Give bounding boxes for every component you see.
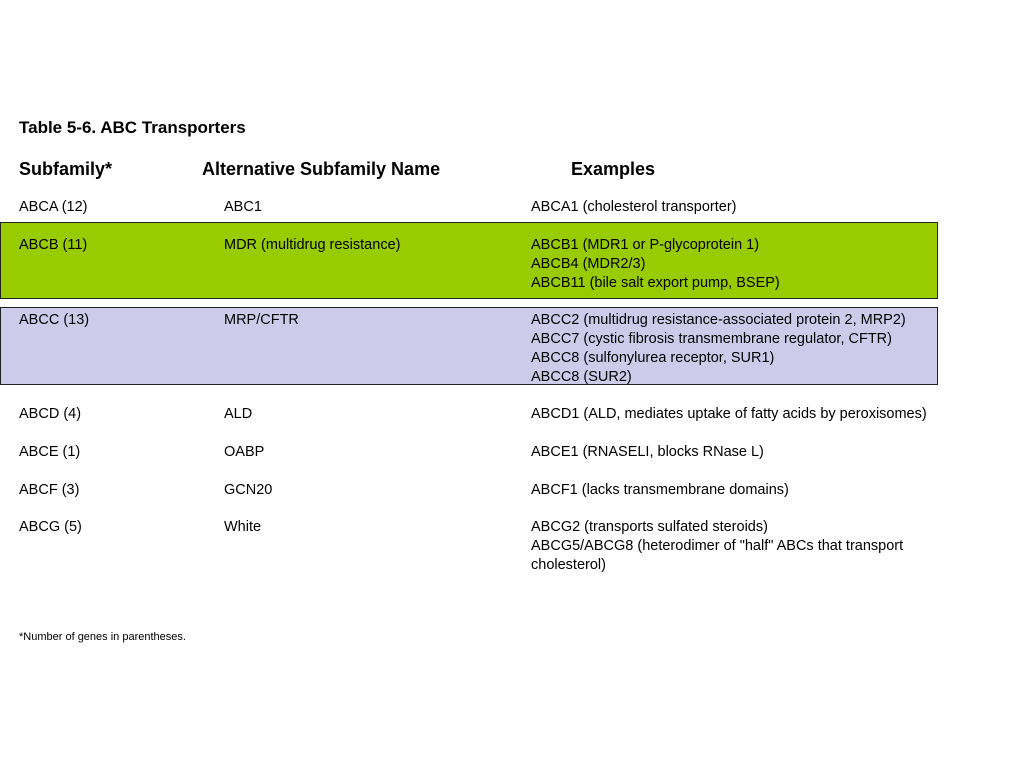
highlight-box-abcb [0, 222, 938, 299]
subfamily-cell: ABCG (5) [19, 519, 82, 535]
example-line: ABCB1 (MDR1 or P-glycoprotein 1) [531, 237, 760, 253]
examples-cell [531, 311, 906, 387]
examples-cell [531, 405, 927, 424]
examples-cell [531, 198, 737, 217]
example-line: ABCB4 (MDR2/3) [531, 256, 646, 272]
example-line: ABCC8 (sulfonylurea receptor, SUR1) [531, 350, 775, 366]
subfamily-cell: ABCD (4) [19, 406, 82, 422]
example-line: ABCG2 (transports sulfated steroids) [531, 519, 768, 535]
example-line: ABCG5/ABCG8 (heterodimer of "half" ABCs that transport [531, 538, 904, 554]
alternative-name-cell: GCN20 [224, 482, 273, 498]
examples-cell [531, 236, 780, 293]
subfamily-cell: ABCC (13) [19, 312, 90, 328]
examples-cell [531, 481, 789, 500]
example-line: cholesterol) [531, 557, 606, 573]
example-line: ABCF1 (lacks transmembrane domains) [531, 482, 789, 498]
examples-cell [531, 443, 764, 462]
example-line: ABCC8 (SUR2) [531, 369, 632, 385]
examples-cell [531, 518, 903, 575]
alternative-name-cell: MRP/CFTR [224, 312, 299, 328]
alternative-name-cell: OABP [224, 444, 265, 460]
header-alternative-name: Alternative Subfamily Name [202, 159, 441, 179]
subfamily-cell: ABCF (3) [19, 482, 80, 498]
alternative-name-cell: ALD [224, 406, 253, 422]
subfamily-cell: ABCE (1) [19, 444, 81, 460]
footnote: *Number of genes in parentheses. [19, 631, 186, 643]
example-line: ABCD1 (ALD, mediates uptake of fatty acids by peroxisomes) [531, 406, 927, 422]
header-examples: Examples [571, 159, 656, 179]
example-line: ABCE1 (RNASELI, blocks RNase L) [531, 444, 764, 460]
subfamily-cell: ABCB (11) [19, 237, 88, 253]
example-line: ABCA1 (cholesterol transporter) [531, 199, 737, 215]
example-line: ABCC2 (multidrug resistance-associated protein 2, MRP2) [531, 312, 906, 328]
header-subfamily: Subfamily* [19, 159, 113, 179]
subfamily-cell: ABCA (12) [19, 199, 88, 215]
example-line: ABCC7 (cystic fibrosis transmembrane regulator, CFTR) [531, 331, 892, 347]
alternative-name-cell: MDR (multidrug resistance) [224, 237, 401, 253]
alternative-name-cell: White [224, 519, 262, 535]
table-title: Table 5-6. ABC Transporters [19, 118, 246, 137]
alternative-name-cell: ABC1 [224, 199, 262, 215]
example-line: ABCB11 (bile salt export pump, BSEP) [531, 275, 780, 291]
